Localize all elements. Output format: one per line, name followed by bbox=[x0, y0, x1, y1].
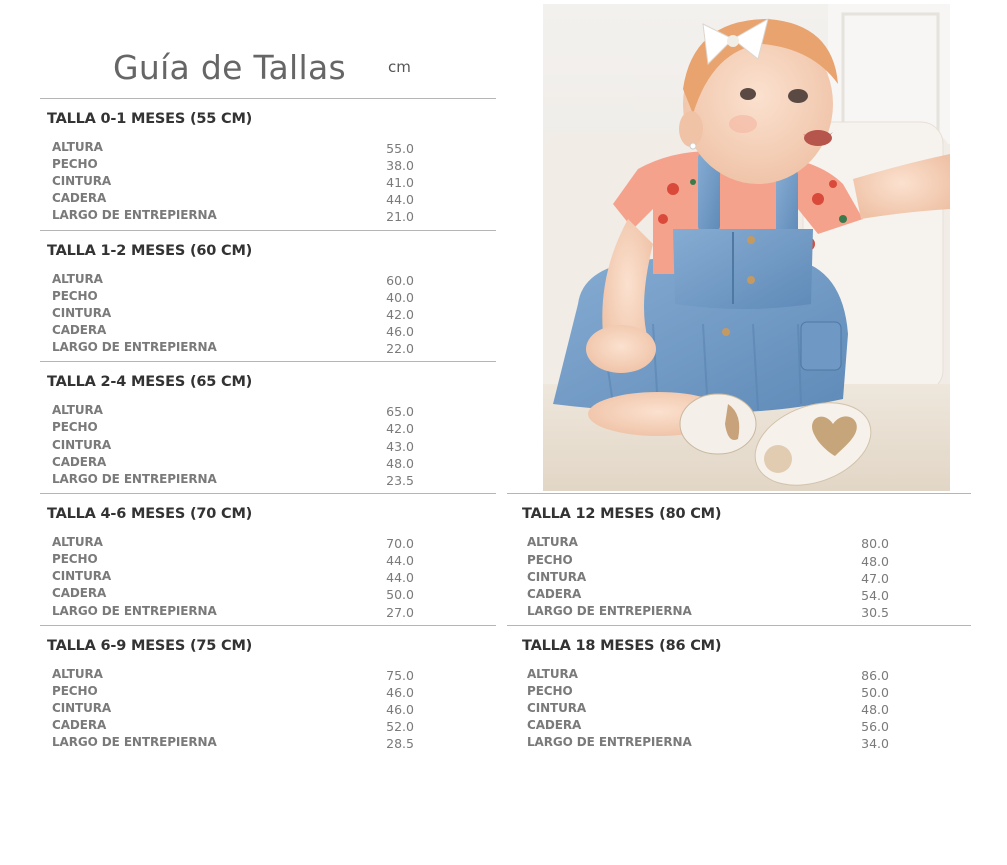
divider bbox=[40, 625, 496, 626]
measure-row bbox=[527, 667, 927, 684]
measure-row bbox=[52, 701, 452, 718]
measure-value: 46.0 bbox=[386, 324, 414, 339]
measure-label: LARGO DE ENTREPIERNA bbox=[52, 340, 217, 354]
measure-label: PECHO bbox=[52, 157, 98, 171]
section-heading: TALLA 18 MESES (86 CM) bbox=[522, 638, 722, 654]
measure-row bbox=[527, 684, 927, 701]
measure-row bbox=[527, 735, 927, 752]
measure-label: PECHO bbox=[52, 684, 98, 698]
section-heading: TALLA 1-2 MESES (60 CM) bbox=[47, 243, 253, 259]
measure-label: CADERA bbox=[52, 586, 107, 600]
photo-ear bbox=[679, 111, 703, 147]
measure-label: ALTURA bbox=[52, 140, 103, 154]
measure-label: CADERA bbox=[52, 718, 107, 732]
measure-row bbox=[52, 140, 452, 157]
divider bbox=[507, 493, 971, 494]
measure-value: 43.0 bbox=[386, 439, 414, 454]
measure-label: PECHO bbox=[527, 684, 573, 698]
measure-label: PECHO bbox=[52, 289, 98, 303]
measure-label: ALTURA bbox=[527, 535, 578, 549]
measure-value: 50.0 bbox=[386, 587, 414, 602]
measure-value: 56.0 bbox=[861, 719, 889, 734]
measure-label: CINTURA bbox=[52, 569, 112, 583]
photo-hand bbox=[586, 325, 656, 373]
measure-value: 41.0 bbox=[386, 175, 414, 190]
measure-label: ALTURA bbox=[52, 272, 103, 286]
measure-value: 44.0 bbox=[386, 192, 414, 207]
measure-value: 50.0 bbox=[861, 685, 889, 700]
photo-shoe bbox=[680, 394, 756, 454]
measure-value: 44.0 bbox=[386, 553, 414, 568]
measure-label: CINTURA bbox=[52, 701, 112, 715]
measure-value: 40.0 bbox=[386, 290, 414, 305]
measure-value: 44.0 bbox=[386, 570, 414, 585]
measure-row bbox=[52, 604, 452, 621]
measure-row bbox=[52, 535, 452, 552]
measure-row bbox=[52, 191, 452, 208]
measure-row bbox=[52, 174, 452, 191]
measure-value: 27.0 bbox=[386, 605, 414, 620]
measure-label: ALTURA bbox=[52, 403, 103, 417]
measure-value: 46.0 bbox=[386, 702, 414, 717]
measure-value: 52.0 bbox=[386, 719, 414, 734]
measure-value: 70.0 bbox=[386, 536, 414, 551]
measure-value: 54.0 bbox=[861, 588, 889, 603]
measure-row bbox=[52, 552, 452, 569]
photo-bib bbox=[673, 229, 813, 309]
measure-row bbox=[52, 340, 452, 357]
measure-row bbox=[52, 157, 452, 174]
page-title: Guía de Tallas bbox=[113, 48, 346, 87]
measure-label: ALTURA bbox=[527, 667, 578, 681]
measure-row bbox=[527, 570, 927, 587]
measure-label: LARGO DE ENTREPIERNA bbox=[527, 735, 692, 749]
measure-label: CINTURA bbox=[52, 306, 112, 320]
section-heading: TALLA 4-6 MESES (70 CM) bbox=[47, 506, 253, 522]
measure-value: 65.0 bbox=[386, 404, 414, 419]
measure-value: 48.0 bbox=[861, 554, 889, 569]
measure-value: 21.0 bbox=[386, 209, 414, 224]
unit-label: cm bbox=[388, 58, 411, 76]
measure-value: 23.5 bbox=[386, 473, 414, 488]
measure-row bbox=[527, 535, 927, 552]
divider bbox=[507, 625, 971, 626]
measure-label: CINTURA bbox=[527, 570, 587, 584]
measure-label: LARGO DE ENTREPIERNA bbox=[52, 472, 217, 486]
measure-row bbox=[52, 667, 452, 684]
section-heading: TALLA 12 MESES (80 CM) bbox=[522, 506, 722, 522]
measure-row bbox=[52, 684, 452, 701]
measure-value: 55.0 bbox=[386, 141, 414, 156]
divider bbox=[40, 98, 496, 99]
divider bbox=[40, 361, 496, 362]
measure-value: 80.0 bbox=[861, 536, 889, 551]
measure-value: 30.5 bbox=[861, 605, 889, 620]
measure-label: CINTURA bbox=[527, 701, 587, 715]
measure-label: ALTURA bbox=[52, 667, 103, 681]
measure-row bbox=[52, 272, 452, 289]
measure-value: 48.0 bbox=[861, 702, 889, 717]
measure-label: CADERA bbox=[52, 323, 107, 337]
measure-row bbox=[527, 604, 927, 621]
measure-label: LARGO DE ENTREPIERNA bbox=[52, 604, 217, 618]
measure-label: LARGO DE ENTREPIERNA bbox=[52, 208, 217, 222]
measure-label: CINTURA bbox=[52, 174, 112, 188]
divider bbox=[40, 493, 496, 494]
measure-value: 60.0 bbox=[386, 273, 414, 288]
measure-label: PECHO bbox=[52, 552, 98, 566]
measure-label: ALTURA bbox=[52, 535, 103, 549]
measure-row bbox=[52, 718, 452, 735]
measure-row bbox=[52, 586, 452, 603]
measure-row bbox=[52, 420, 452, 437]
measure-label: CADERA bbox=[527, 587, 582, 601]
measure-row bbox=[527, 553, 927, 570]
measure-value: 34.0 bbox=[861, 736, 889, 751]
measure-row bbox=[527, 587, 927, 604]
measure-label: CINTURA bbox=[52, 438, 112, 452]
measure-value: 38.0 bbox=[386, 158, 414, 173]
measure-value: 42.0 bbox=[386, 421, 414, 436]
measure-label: CADERA bbox=[527, 718, 582, 732]
measure-row bbox=[52, 323, 452, 340]
section-heading: TALLA 6-9 MESES (75 CM) bbox=[47, 638, 253, 654]
divider bbox=[40, 230, 496, 231]
measure-value: 46.0 bbox=[386, 685, 414, 700]
measure-label: LARGO DE ENTREPIERNA bbox=[52, 735, 217, 749]
measure-row bbox=[52, 569, 452, 586]
measure-value: 28.5 bbox=[386, 736, 414, 751]
measure-row bbox=[52, 438, 452, 455]
measure-row bbox=[52, 472, 452, 489]
measure-row bbox=[52, 306, 452, 323]
product-photo bbox=[543, 4, 950, 491]
measure-value: 42.0 bbox=[386, 307, 414, 322]
measure-row bbox=[52, 403, 452, 420]
section-heading: TALLA 2-4 MESES (65 CM) bbox=[47, 374, 253, 390]
measure-value: 47.0 bbox=[861, 571, 889, 586]
measure-row bbox=[52, 455, 452, 472]
measure-label: LARGO DE ENTREPIERNA bbox=[527, 604, 692, 618]
measure-label: PECHO bbox=[52, 420, 98, 434]
measure-value: 22.0 bbox=[386, 341, 414, 356]
section-heading: TALLA 0-1 MESES (55 CM) bbox=[47, 111, 253, 127]
measure-label: CADERA bbox=[52, 191, 107, 205]
measure-row bbox=[527, 701, 927, 718]
measure-row bbox=[52, 735, 452, 752]
measure-row bbox=[52, 208, 452, 225]
measure-value: 75.0 bbox=[386, 668, 414, 683]
measure-value: 48.0 bbox=[386, 456, 414, 471]
measure-label: CADERA bbox=[52, 455, 107, 469]
measure-row bbox=[52, 289, 452, 306]
measure-value: 86.0 bbox=[861, 668, 889, 683]
measure-label: PECHO bbox=[527, 553, 573, 567]
measure-row bbox=[527, 718, 927, 735]
